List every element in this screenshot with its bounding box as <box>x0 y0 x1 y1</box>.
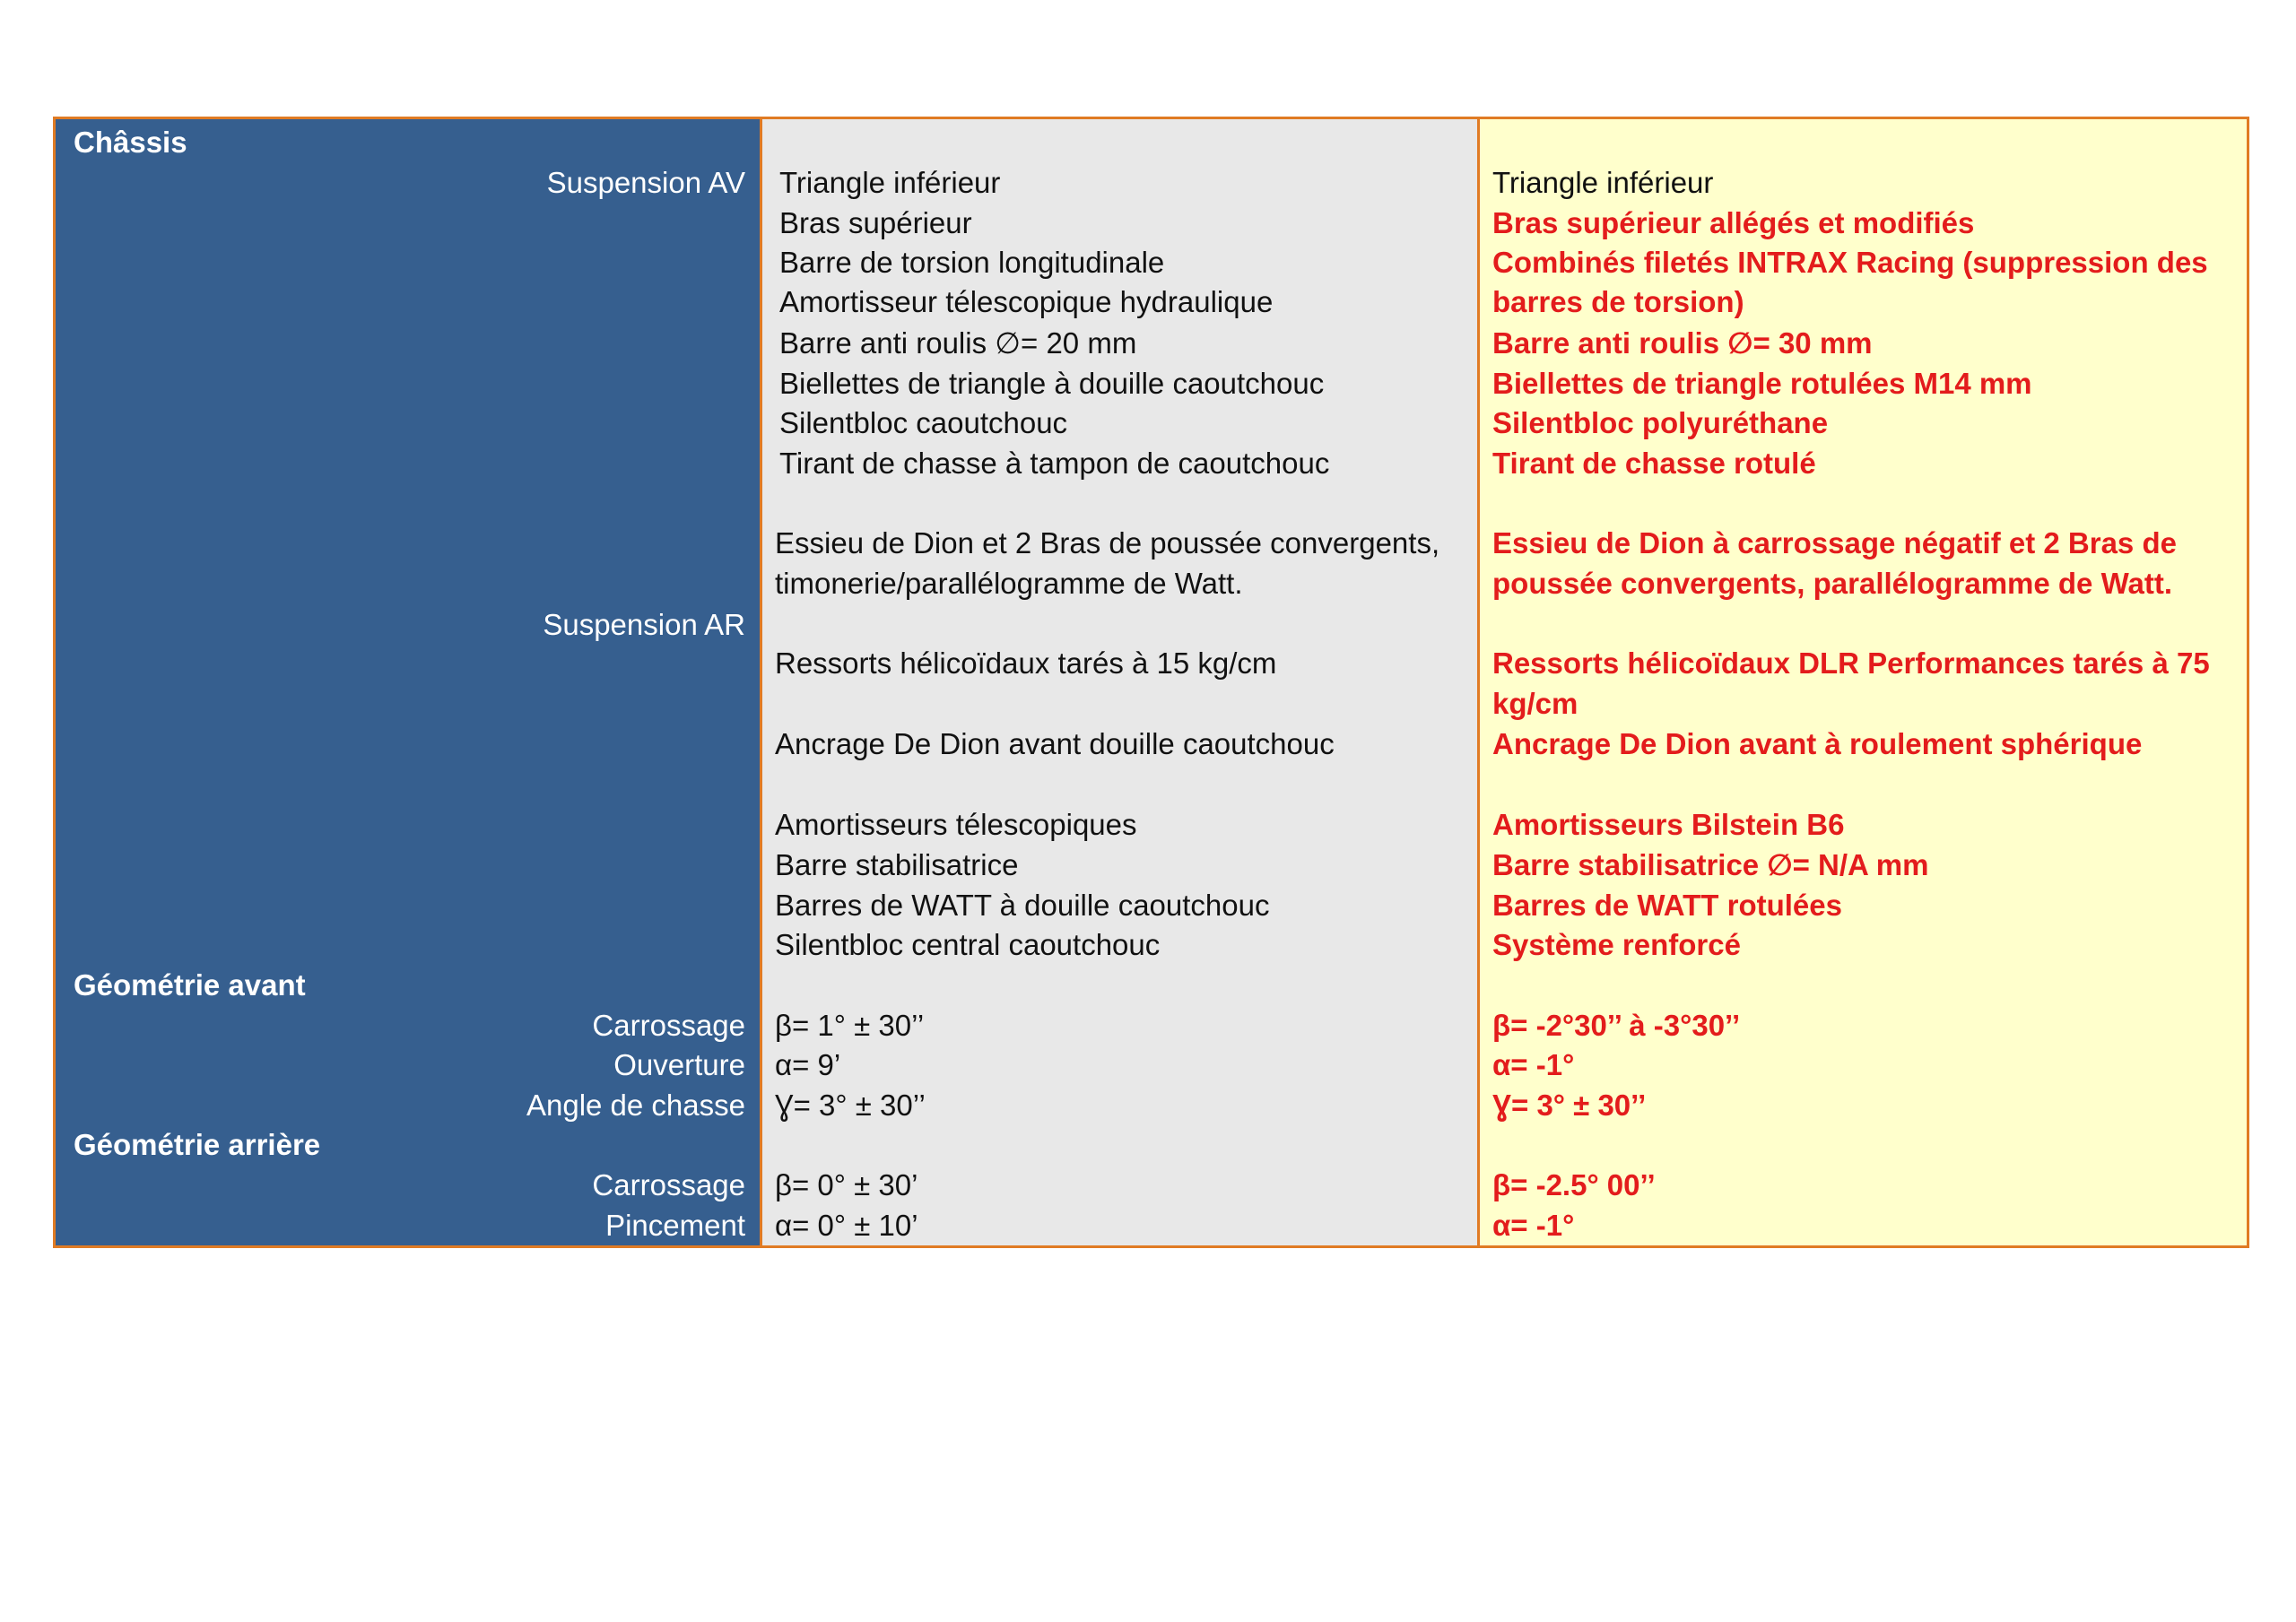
label-ouverture: Ouverture <box>613 1048 745 1081</box>
modified-av-7: Silentbloc polyuréthane <box>1492 406 1829 439</box>
origin-av-7: Silentbloc caoutchouc <box>779 406 1068 439</box>
origin-geo-ar-1: β= 0° ± 30’ <box>775 1168 918 1201</box>
modified-av-8: Tirant de chasse rotulé <box>1492 447 1816 480</box>
origin-ar-1b: timonerie/parallélogramme de Watt. <box>775 567 1243 600</box>
origin-ar-3: Ancrage De Dion avant douille caoutchouc <box>775 727 1335 760</box>
modified-geo-av-2: α= -1° <box>1492 1048 1575 1081</box>
modified-ar-3: Ancrage De Dion avant à roulement sphérique <box>1492 727 2143 760</box>
origin-ar-5: Barre stabilisatrice <box>775 848 1019 881</box>
modified-ar-6: Barres de WATT rotulées <box>1492 889 1842 922</box>
origin-av-8: Tirant de chasse à tampon de caoutchouc <box>779 447 1330 480</box>
modified-column <box>1477 119 2247 1245</box>
origin-av-5: Barre anti roulis ∅= 20 mm <box>779 326 1137 360</box>
modified-av-5: Barre anti roulis ∅= 30 mm <box>1492 326 1873 360</box>
origin-geo-ar-2: α= 0° ± 10’ <box>775 1209 918 1242</box>
origin-ar-2: Ressorts hélicoïdaux tarés à 15 kg/cm <box>775 646 1277 680</box>
modified-av-6: Biellettes de triangle rotulées M14 mm <box>1492 367 2032 400</box>
origin-ar-6: Barres de WATT à douille caoutchouc <box>775 889 1270 922</box>
modified-av-3b: barres de torsion) <box>1492 285 1744 318</box>
modified-ar-4: Amortisseurs Bilstein B6 <box>1492 808 1845 841</box>
modified-ar-7: Système renforcé <box>1492 928 1741 961</box>
origin-ar-1a: Essieu de Dion et 2 Bras de poussée convergents, <box>775 526 1440 559</box>
origin-geo-av-2: α= 9’ <box>775 1048 841 1081</box>
modified-av-2: Bras supérieur allégés et modifiés <box>1492 206 1975 239</box>
label-angle-chasse: Angle de chasse <box>526 1089 745 1122</box>
origin-geo-av-3: Ɣ= 3° ± 30’’ <box>775 1089 926 1122</box>
section-geometrie-avant: Géométrie avant <box>74 968 306 1002</box>
origin-av-1: Triangle inférieur <box>779 166 1001 199</box>
label-suspension-ar: Suspension AR <box>543 608 745 641</box>
modified-ar-1a: Essieu de Dion à carrossage négatif et 2 Bras de <box>1492 526 2177 559</box>
label-carrossage-ar: Carrossage <box>592 1168 745 1201</box>
origin-column <box>760 119 1477 1245</box>
modified-geo-ar-1: β= -2.5° 00’’ <box>1492 1168 1656 1201</box>
origin-geo-av-1: β= 1° ± 30’’ <box>775 1009 925 1042</box>
spec-table <box>53 117 2249 1248</box>
modified-av-3a: Combinés filetés INTRAX Racing (suppression des <box>1492 246 2208 279</box>
label-suspension-av: Suspension AV <box>546 166 745 199</box>
modified-ar-5: Barre stabilisatrice ∅= N/A mm <box>1492 848 1929 881</box>
modified-geo-av-1: β= -2°30’’ à -3°30’’ <box>1492 1009 1741 1042</box>
modified-geo-ar-2: α= -1° <box>1492 1209 1575 1242</box>
section-geometrie-arriere: Géométrie arrière <box>74 1128 321 1161</box>
origin-av-3: Barre de torsion longitudinale <box>779 246 1165 279</box>
origin-ar-4: Amortisseurs télescopiques <box>775 808 1137 841</box>
modified-geo-av-3: Ɣ= 3° ± 30’’ <box>1492 1089 1647 1122</box>
modified-av-1: Triangle inférieur <box>1492 166 1714 199</box>
category-column <box>56 119 760 1245</box>
origin-av-4: Amortisseur télescopique hydraulique <box>779 285 1274 318</box>
modified-ar-2b: kg/cm <box>1492 687 1578 720</box>
origin-ar-7: Silentbloc central caoutchouc <box>775 928 1161 961</box>
origin-av-6: Biellettes de triangle à douille caoutchouc <box>779 367 1325 400</box>
modified-ar-2a: Ressorts hélicoïdaux DLR Performances tarés à 75 <box>1492 646 2210 680</box>
label-pincement: Pincement <box>605 1209 745 1242</box>
modified-ar-1b: poussée convergents, parallélogramme de Watt. <box>1492 567 2173 600</box>
section-chassis: Châssis <box>74 126 187 159</box>
label-carrossage-av: Carrossage <box>592 1009 745 1042</box>
origin-av-2: Bras supérieur <box>779 206 972 239</box>
